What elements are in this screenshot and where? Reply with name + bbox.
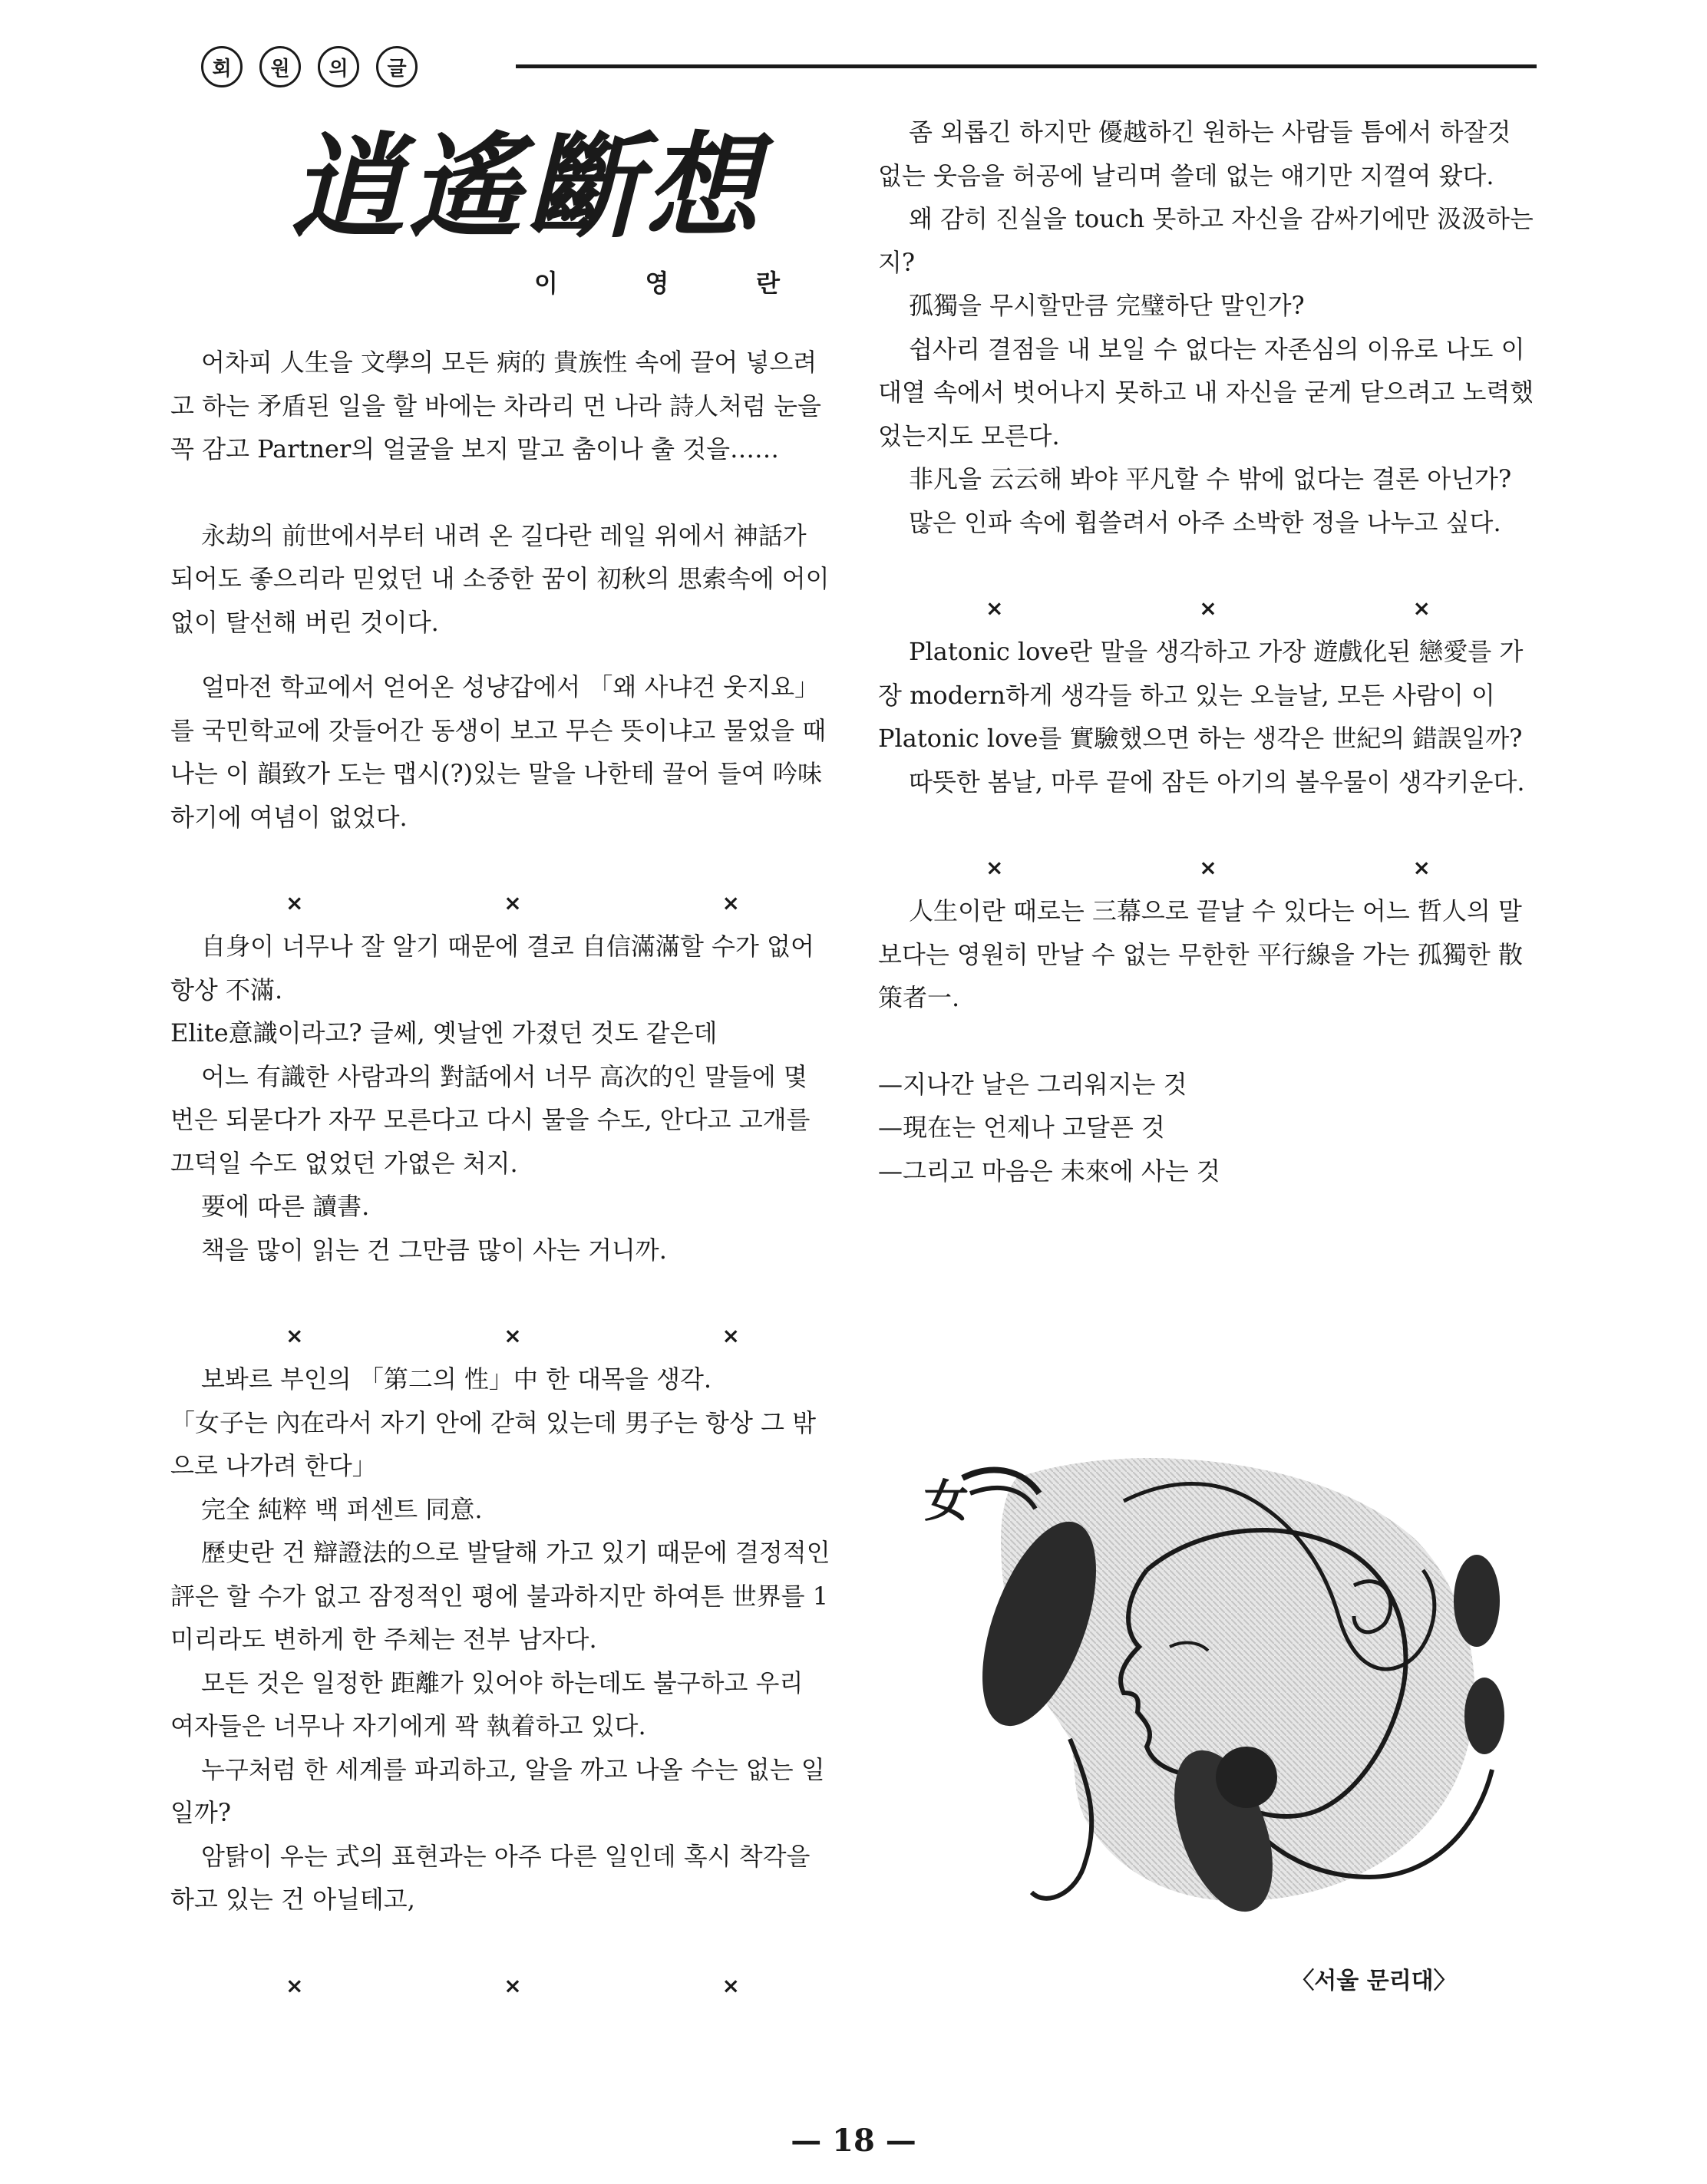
- separator-mark: ×: [504, 1323, 522, 1348]
- separator-mark: ×: [721, 890, 740, 915]
- header: [201, 46, 1537, 92]
- separator-mark: ×: [286, 890, 304, 915]
- paragraph: 얼마전 학교에서 얻어온 성냥갑에서 「왜 사냐건 웃지요」를 국민학교에 갓들어간 동생이 보고 무슨 뜻이냐고 물었을 때 나는 이 韻致가 도는 맵시(?)있는 말을 나한테 끌어 들여 吟味하기에 여념이 없었다.: [170, 672, 827, 832]
- paragraph: 누구처럼 한 세계를 파괴하고, 알을 까고 나올 수는 없는 일일까?: [170, 1754, 825, 1827]
- paragraph: 보봐르 부인의 「第二의 性」中 한 대목을 생각.: [201, 1364, 712, 1394]
- separator-mark: ×: [504, 1972, 522, 1998]
- paragraph: 孤獨을 무시할만큼 完璧하단 말인가?: [909, 291, 1305, 320]
- paragraph: 「女子는 內在라서 자기 안에 갇혀 있는데 男子는 항상 그 밖으로 나가려 한다」: [170, 1407, 817, 1480]
- paragraph: 永劫의 前世에서부터 내려 온 길다란 레일 위에서 神話가 되어도 좋으리라 믿었던 내 소중한 꿈이 初秋의 思索속에 어이 없이 탈선해 버린 것이다.: [170, 520, 830, 637]
- separator-mark: ×: [1412, 595, 1431, 621]
- separator-mark: ×: [721, 1972, 740, 1998]
- author-char-3: 란: [756, 269, 780, 298]
- header-circle-1: 회: [201, 46, 243, 87]
- paragraph: 어느 有識한 사람과의 對話에서 너무 高次的인 말들에 몇 번은 되묻다가 자꾸 모른다고 다시 물을 수도, 안다고 고개를 끄덕일 수도 없었던 가엾은 처지.: [170, 1061, 811, 1178]
- illustration-caption: 〈서울 문리대〉: [1291, 1968, 1457, 1994]
- header-circles: [201, 46, 418, 87]
- right-column: [878, 111, 1538, 1193]
- paragraph: 自身이 너무나 잘 알기 때문에 결코 自信滿滿할 수가 없어 항상 不滿.: [170, 932, 814, 1005]
- paragraph: 非凡을 云云해 봐야 平凡할 수 밖에 없다는 결론 아닌가?: [909, 464, 1512, 493]
- paragraph: 어차피 人生을 文學의 모든 病的 貴族性 속에 끌어 넣으려고 하는 矛盾된 일을 할 바에는 차라리 먼 나라 詩人처럼 눈을 꼭 감고 Partner의 얼굴을 보지 말고 춤이나 출 것을……: [170, 348, 821, 464]
- page-number: — 18 —: [791, 2123, 916, 2159]
- paragraph: 모든 것은 일정한 距離가 있어야 하는데도 불구하고 우리 여자들은 너무나 자기에게 꽉 執着하고 있다.: [170, 1668, 804, 1740]
- separator-mark: ×: [1412, 855, 1431, 880]
- article-title: 逍遙斷想: [290, 120, 763, 253]
- header-circle-4: 글: [376, 46, 418, 87]
- separator-mark: ×: [1199, 855, 1217, 880]
- paragraph: 많은 인파 속에 휩쓸려서 아주 소박한 정을 나누고 싶다.: [909, 507, 1501, 537]
- separator-mark: ×: [286, 1323, 304, 1348]
- header-circle-3: 의: [318, 46, 359, 87]
- section-separator: [170, 882, 832, 925]
- paragraph: 完全 純粹 백 퍼센트 同意.: [201, 1494, 483, 1524]
- separator-mark: ×: [286, 1972, 304, 1998]
- separator-mark: ×: [721, 1323, 740, 1348]
- poem-line: —지나간 날은 그리워지는 것: [878, 1069, 1187, 1099]
- paragraph: 人生이란 때로는 三幕으로 끝날 수 있다는 어느 哲人의 말보다는 영원히 만날 수 없는 무한한 平行線을 가는 孤獨한 散策者一.: [878, 896, 1523, 1012]
- separator-mark: ×: [1199, 595, 1217, 621]
- paragraph: 歷史란 건 辯證法的으로 발달해 가고 있기 때문에 결정적인 評은 할 수가 없고 잠정적인 평에 불과하지만 하여튼 世界를 1미리라도 변하게 한 주체는 전부 남자다.: [170, 1538, 830, 1654]
- poem-line: —現在는 언제나 고달픈 것: [878, 1113, 1165, 1142]
- author-char-1: 이: [534, 269, 558, 298]
- artist-signature: 女: [924, 1475, 969, 1527]
- author-name: [534, 264, 780, 302]
- header-rule: [516, 64, 1537, 68]
- paragraph: 좀 외롭긴 하지만 優越하긴 원하는 사람들 틈에서 하잘것 없는 웃음을 허공에 날리며 쓸데 없는 얘기만 지껄여 왔다.: [878, 117, 1511, 190]
- paragraph: Platonic love란 말을 생각하고 가장 遊戲化된 戀愛를 가장 modern하게 생각들 하고 있는 오늘날, 모든 사람이 이 Platonic love를 實驗했으면 하는 생각은 世紀의 錯誤일까?: [878, 637, 1524, 753]
- poem-line: —그리고 마음은 未來에 사는 것: [878, 1156, 1220, 1186]
- separator-mark: ×: [986, 855, 1004, 880]
- illustration: [893, 1447, 1553, 1938]
- paragraph: 책을 많이 읽는 건 그만큼 많이 사는 거니까.: [201, 1235, 667, 1265]
- author-char-2: 영: [645, 269, 669, 298]
- separator-mark: ×: [504, 890, 522, 915]
- section-separator: [878, 846, 1538, 889]
- paragraph: 要에 따른 讀書.: [201, 1192, 370, 1221]
- left-column: [170, 341, 832, 2007]
- header-circle-2: 원: [259, 46, 301, 87]
- paragraph: Elite意識이라고? 글쎄, 옛날엔 가졌던 것도 같은데: [170, 1018, 718, 1047]
- paragraph: 쉽사리 결점을 내 보일 수 없다는 자존심의 이유로 나도 이 대열 속에서 벗어나지 못하고 내 자신을 굳게 닫으려고 노력했었는지도 모른다.: [878, 334, 1534, 450]
- paragraph: 따뜻한 봄날, 마루 끝에 잠든 아기의 볼우물이 생각키운다.: [909, 767, 1525, 797]
- section-separator: [878, 587, 1538, 630]
- paragraph: 암탉이 우는 式의 표현과는 아주 다른 일인데 혹시 착각을 하고 있는 건 아닐테고,: [170, 1841, 811, 1914]
- section-separator: [170, 1965, 832, 2007]
- separator-mark: ×: [986, 595, 1004, 621]
- paragraph: 왜 감히 진실을 touch 못하고 자신을 감싸기에만 汲汲하는지?: [878, 204, 1534, 277]
- woman-profile-illustration: [893, 1447, 1553, 1938]
- section-separator: [170, 1315, 832, 1358]
